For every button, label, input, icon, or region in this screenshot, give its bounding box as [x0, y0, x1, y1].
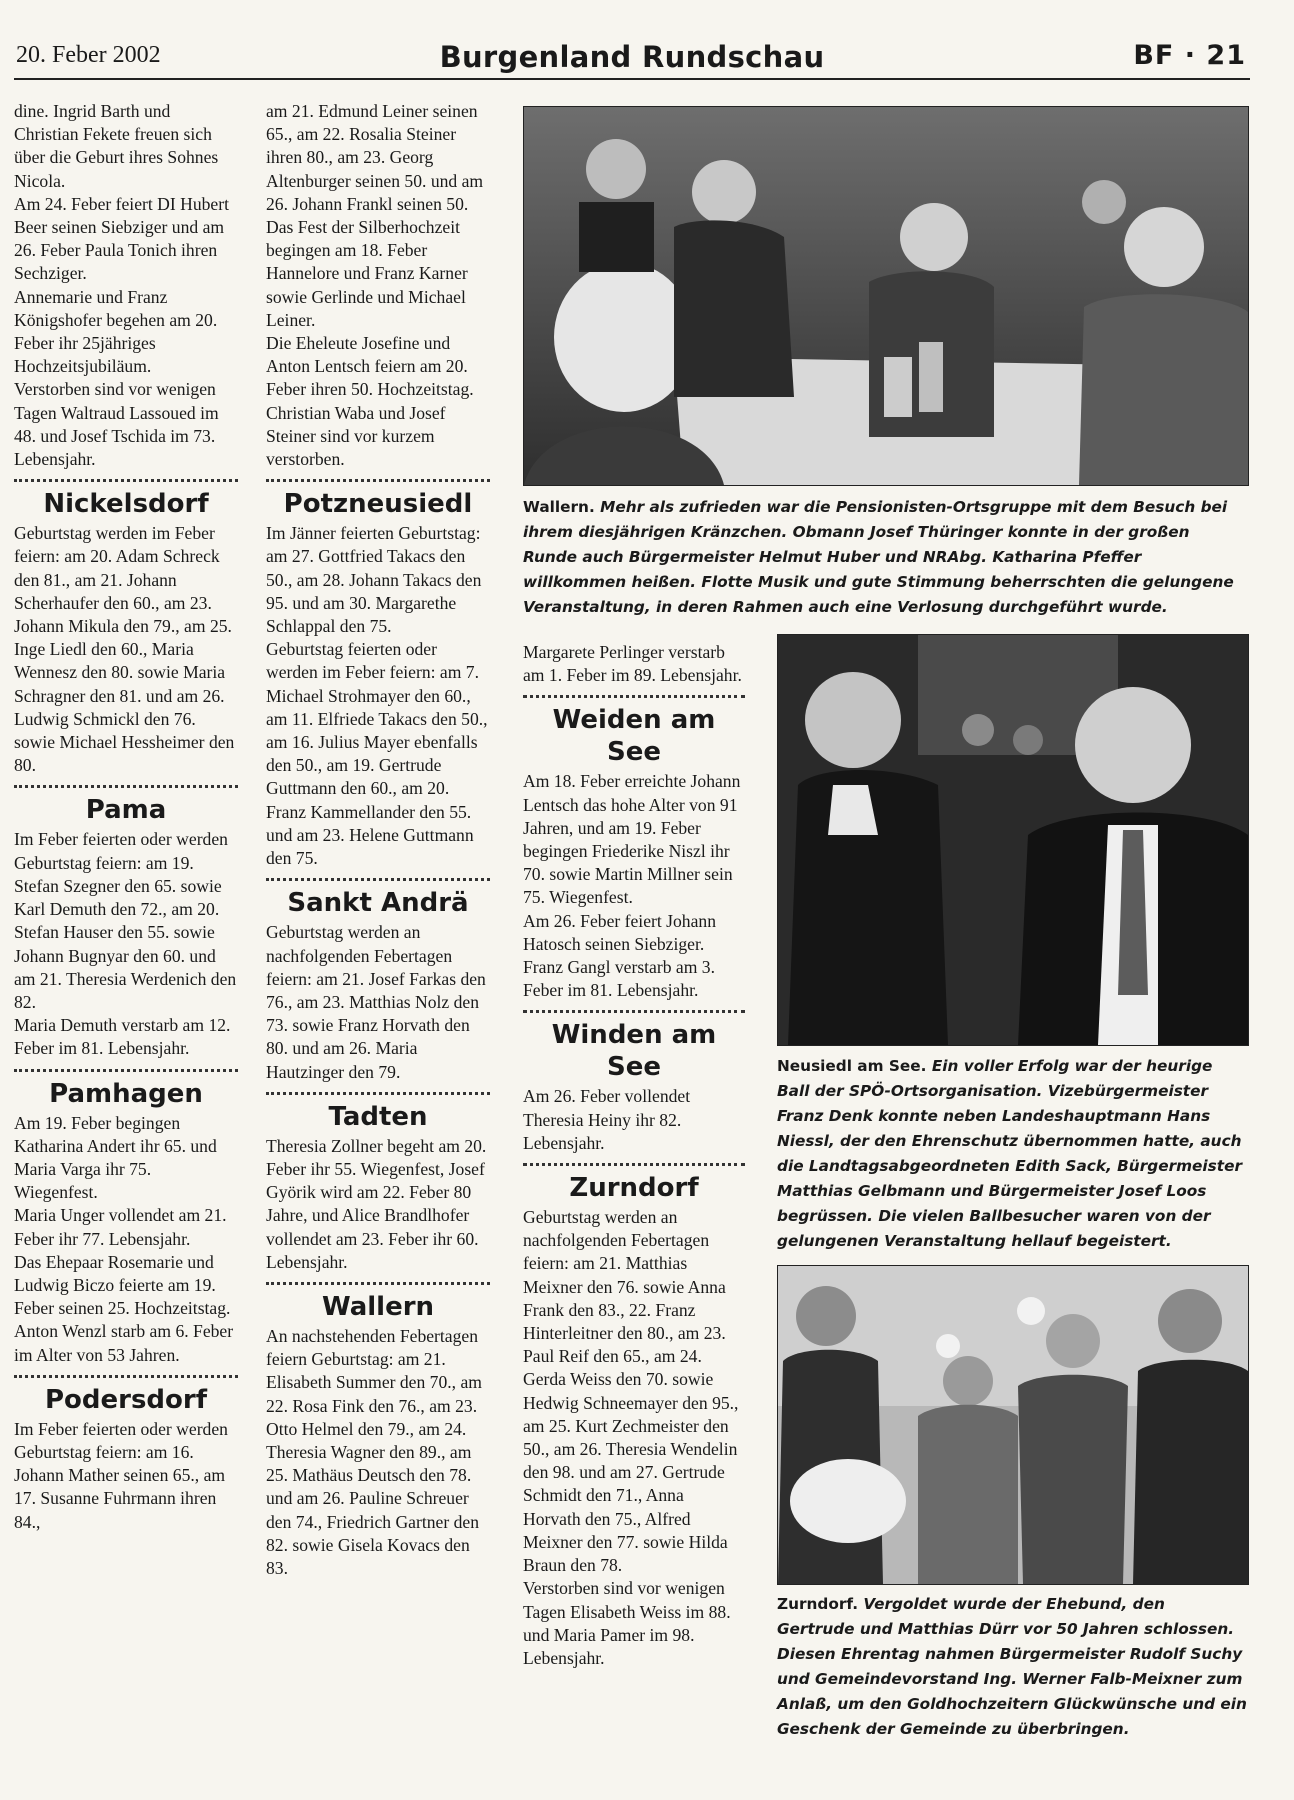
paragraph: Maria Unger vollendet am 21. Feber ihr 77. Lebensjahr. — [14, 1205, 227, 1249]
caption-place: Neusiedl am See. — [777, 1057, 927, 1075]
section-podersdorf — [14, 1375, 238, 1534]
section-zurndorf — [523, 1163, 745, 1670]
dotted-divider — [14, 785, 238, 788]
photo-caption-wallern — [523, 495, 1247, 620]
paragraph: An nachstehenden Febertagen feiern Geburtstag: am 21. Elisabeth Summer den 70., am 22. Rosa Fink den 76., am 23. Otto Helmel den 79., am 24. Theresia Wagner den 89., am 25. Mathäus Deutsch den 78. und am 26. Pauline Schreuer den 74., Friedrich Gartner den 82. sowie Gisela Kovacs den 83. — [266, 1325, 482, 1578]
paragraph: Verstorben sind vor wenigen Tagen Waltraud Lassoued im 48. und Josef Tschida im 73. Lebensjahr. — [14, 379, 219, 470]
paragraph: Geburtstag werden an nachfolgenden Febertagen feiern: am 21. Josef Farkas den 76., am 23. Matthias Nolz den 73. sowie Franz Horvath den 80. und am 26. Maria Hautzinger den 79. — [266, 922, 486, 1082]
section-sankt-andrae — [266, 878, 490, 1083]
dotted-divider — [266, 1282, 490, 1285]
dotted-divider — [266, 878, 490, 881]
paragraph: Franz Gangl verstarb am 3. Feber im 81. Lebensjahr. — [523, 957, 716, 1001]
section-pama — [14, 785, 238, 1060]
photo-caption-neusiedl — [777, 1054, 1247, 1254]
text-column-2 — [266, 100, 490, 1580]
paragraph: Annemarie und Franz Königshofer begehen am 20. Feber ihr 25jähriges Hochzeitsjubiläum. — [14, 286, 218, 377]
photo-zurndorf-golden-wedding — [777, 1265, 1249, 1585]
photo-caption-zurndorf — [777, 1592, 1247, 1742]
photo-neusiedl-ball — [777, 634, 1249, 1046]
text-column-1 — [14, 100, 238, 1534]
section-heading: Pama — [85, 795, 167, 826]
paragraph: Am 19. Feber begingen Katharina Andert ihr 65. und Maria Varga ihr 75. Wiegenfest. — [14, 1112, 217, 1203]
paragraph: Theresia Zollner begeht am 20. Feber ihr 55. Wiegenfest, Josef Györik wird am 22. Feber 80 Jahre, und Alice Brandlhofer vollendet am 23. Feber ihr 60. Lebensjahr. — [266, 1135, 487, 1272]
paragraph: Das Ehepaar Rosemarie und Ludwig Biczo feierte am 19. Feber seinen 25. Hochzeitstag. — [14, 1251, 231, 1319]
paragraph: Christian Waba und Josef Steiner sind vor kurzem verstorben. — [266, 402, 446, 470]
paragraph: Geburtstag werden im Feber feiern: am 20. Adam Schreck den 81., am 21. Johann Scherhaufer den 60., am 23. Johann Mikula den 79., am 25. Inge Liedl den 60., Maria Wennesz den 80. sowie Maria Schragner den 81. und am 26. Ludwig Schmickl den 76. sowie Michael Hessheimer den 80. — [14, 523, 235, 776]
section-heading: Potzneusiedl — [283, 489, 473, 520]
paragraph: am 21. Edmund Leiner seinen 65., am 22. Rosalia Steiner ihren 80., am 23. Georg Altenburger seinen 50. und am 26. Johann Frankl seinen 50. — [266, 101, 484, 214]
section-heading: Winden am See — [551, 1020, 717, 1083]
paragraph: dine. Ingrid Barth und Christian Fekete freuen sich über die Geburt ihres Sohnes Nicola. — [14, 101, 219, 191]
paragraph: Am 26. Feber feiert Johann Hatosch seinen Siebziger. — [523, 910, 716, 954]
paragraph: Im Jänner feierten Geburtstag: am 27. Gottfried Takacs den 50., am 28. Johann Takacs den 95. und am 30. Margarethe Schlappal den 75. — [266, 523, 482, 637]
section-heading: Podersdorf — [44, 1384, 208, 1415]
paragraph: Am 24. Feber feiert DI Hubert Beer seinen Siebziger und am 26. Feber Paula Tonich ihren Sechziger. — [14, 193, 229, 284]
paragraph: Das Fest der Silberhochzeit begingen am 18. Feber Hannelore und Franz Karner sowie Gerlinde und Michael Leiner. — [266, 217, 468, 330]
section-pamhagen — [14, 1069, 238, 1367]
page-header — [14, 40, 1250, 80]
caption-text: Ein voller Erfolg war der heurige Ball der SPÖ-Ortsorganisation. Vizebürgermeister Franz Denk konnte neben Landeshauptmann Hans Niessl, der den Ehrenschutz übernommen hatte, auch die Landtagsabgeordneten Edith Sack, Bürgermeister Matthias Gelbmann und Bürgermeister Josef Loos begrüssen. Die vielen Ballbesucher waren von der gelungenen Veranstaltung hellauf begeistert. — [777, 1057, 1243, 1250]
section-winden-am-see — [523, 1010, 745, 1155]
dotted-divider — [14, 479, 238, 482]
section-heading: Zurndorf — [569, 1173, 699, 1204]
dotted-divider — [523, 1163, 745, 1166]
section-wallern — [266, 1282, 490, 1580]
paragraph: Geburtstag feierten oder werden im Feber feiern: am 7. Michael Strohmayer den 60., am 11. Elfriede Takacs den 50., am 16. Julius Mayer ebenfalls den 50., am 19. Gertrude Guttmann den 60., am 20. Franz Kammellander den 55. und am 23. Helene Guttmann den 75. — [266, 639, 488, 869]
section-weiden-am-see — [523, 695, 745, 1002]
paragraph: Die Eheleute Josefine und Anton Lentsch feiern am 20. Feber ihren 50. Hochzeitstag. — [266, 333, 474, 400]
section-nickelsdorf — [14, 479, 238, 777]
section-heading: Wallern — [321, 1291, 435, 1322]
section-heading: Weiden am See — [552, 705, 716, 768]
section-tadten — [266, 1092, 490, 1274]
caption-place: Zurndorf. — [777, 1595, 859, 1613]
paragraph: Im Feber feierten oder werden Geburtstag feiern: am 19. Stefan Szegner den 65. sowie Karl Demuth den 72., am 20. Stefan Hauser den 55. sowie Johann Bugnyar den 60. und am 21. Theresia Werdenich den 82. — [14, 829, 237, 1012]
issue-date: 20. Feber 2002 — [16, 42, 161, 68]
section-heading: Pamhagen — [49, 1078, 203, 1109]
paragraph: Am 26. Feber vollendet Theresia Heiny ihr 82. Lebensjahr. — [523, 1086, 691, 1153]
section-potzneusiedl — [266, 479, 490, 870]
caption-text: Mehr als zufrieden war die Pensionisten-Ortsgruppe mit dem Besuch bei ihrem diesjährigen Kränzchen. Obmann Josef Thüringer konnte in der großen Runde auch Bürgermeister Helmut Huber und NRAbg. Katharina Pfeffer willkommen heißen. Flotte Musik und gute Stimmung beherrschten die gelungene Veranstaltung, in deren Rahmen auch eine Verlosung durchgeführt wurde. — [523, 498, 1234, 616]
paragraph: Margarete Perlinger verstarb am 1. Feber im 89. Lebensjahr. — [523, 642, 742, 686]
paragraph: Im Feber feierten oder werden Geburtstag feiern: am 16. Johann Mather seinen 65., am 17. Susanne Fuhrmann ihren 84., — [14, 1418, 228, 1532]
caption-place: Wallern. — [523, 498, 595, 516]
section-heading: Tadten — [328, 1101, 428, 1132]
paragraph: Anton Wenzl starb am 6. Feber im Alter von 53 Jahren. — [14, 1321, 234, 1365]
dotted-divider — [523, 695, 745, 698]
dotted-divider — [523, 1010, 745, 1013]
section-heading: Nickelsdorf — [43, 489, 209, 520]
dotted-divider — [14, 1069, 238, 1072]
photo-wallern-pensioner-party — [523, 106, 1249, 486]
dotted-divider — [266, 479, 490, 482]
paragraph: Geburtstag werden an nachfolgenden Febertagen feiern: am 21. Matthias Meixner den 76. sowie Anna Frank den 83., 22. Franz Hinterleitner den 80., am 23. Paul Reif den 65., am 24. Gerda Weiss den 70. sowie Hedwig Schneemayer den 95., am 25. Kurt Zechmeister den 50., am 26. Theresia Wendelin den 98. und am 27. Gertrude Schmidt den 71., Anna Horvath den 75., Alfred Meixner den 77. sowie Hilda Braun den 78. — [523, 1207, 739, 1576]
dotted-divider — [14, 1375, 238, 1378]
text-column-3 — [523, 641, 745, 1670]
paragraph: Verstorben sind vor wenigen Tagen Elisabeth Weiss im 88. und Maria Pamer im 98. Lebensjahr. — [523, 1578, 731, 1668]
caption-text: Vergoldet wurde der Ehebund, den Gertrude und Matthias Dürr vor 50 Jahren schlossen. Diesen Ehrentag nahmen Bürgermeister Rudolf Suchy und Gemeindevorstand Ing. Werner Falb-Meixner zum Anlaß, um den Goldhochzeitern Glückwünsche und ein Geschenk der Gemeinde zu überbringen. — [777, 1595, 1247, 1738]
dotted-divider — [266, 1092, 490, 1095]
page-number: BF · 21 — [1133, 40, 1246, 71]
section-heading: Sankt Andrä — [287, 888, 469, 919]
newspaper-title: Burgenland Rundschau — [439, 40, 825, 74]
paragraph: Maria Demuth verstarb am 12. Feber im 81. Lebensjahr. — [14, 1015, 231, 1059]
paragraph: Am 18. Feber erreichte Johann Lentsch das hohe Alter von 91 Jahren, und am 19. Feber begingen Friederike Niszl ihr 70. sowie Martin Millner sein 75. Wiegenfest. — [523, 771, 741, 908]
